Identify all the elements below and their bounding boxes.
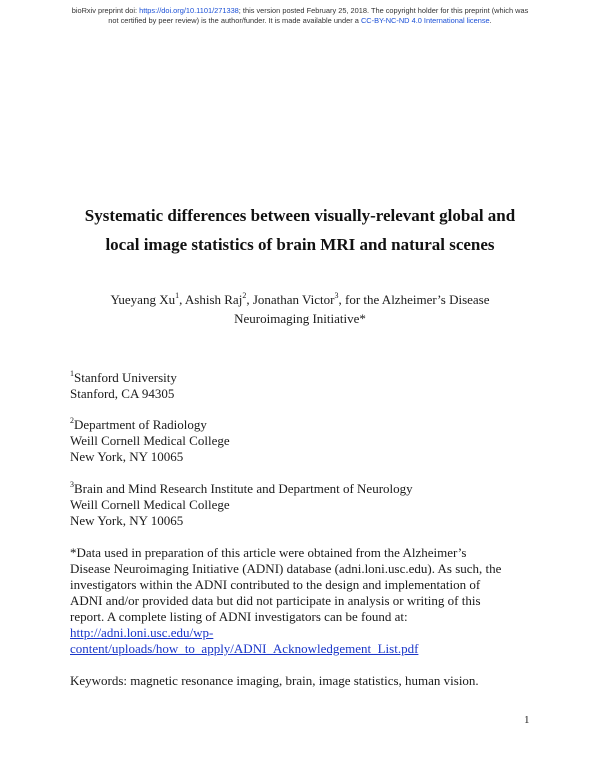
acknowledgement-link-cont[interactable]: content/uploads/how_to_apply/ADNI_Acknowledgement_List.pdf <box>70 641 419 656</box>
affiliation-marker: 2 <box>70 415 74 425</box>
affiliation-line <box>70 481 540 497</box>
affiliation-line: New York, NY 10065 <box>70 513 184 528</box>
affiliation-line <box>70 417 540 433</box>
affiliation-text: Brain and Mind Research Institute and Department of Neurology <box>74 481 413 496</box>
title-line-2: local image statistics of brain MRI and natural scenes <box>105 235 495 254</box>
banner-prefix: bioRxiv preprint doi: <box>71 6 140 15</box>
author-line-1 <box>60 290 540 309</box>
author-2: , Ashish Raj <box>179 292 243 307</box>
adni-footnote <box>70 545 540 657</box>
affiliation-line: New York, NY 10065 <box>70 449 184 464</box>
consortium-text: , for the Alzheimer’s Disease <box>338 292 490 307</box>
banner-suffix-2: . <box>489 15 492 25</box>
footnote-line: report. A complete listing of ADNI investigators can be found at: <box>70 609 408 624</box>
affiliation-text: Stanford University <box>74 370 177 385</box>
footnote-line: Disease Neuroimaging Initiative (ADNI) database (adni.loni.usc.edu). As such, the <box>70 561 502 576</box>
acknowledgement-link[interactable]: http://adni.loni.usc.edu/wp- <box>70 625 214 640</box>
author-3-affil: 3 <box>334 290 339 300</box>
author-list <box>60 290 540 328</box>
affiliation-line <box>70 370 540 386</box>
banner-line-1 <box>30 6 570 16</box>
author-2-affil: 2 <box>242 290 247 300</box>
license-link[interactable]: CC-BY-NC-ND 4.0 International license <box>360 15 490 25</box>
doi-link[interactable]: https://doi.org/10.1101/271338 <box>139 6 239 15</box>
preprint-banner <box>30 6 570 25</box>
author-line-2: Neuroimaging Initiative* <box>234 311 366 326</box>
affiliation-3 <box>70 481 540 529</box>
page-number: 1 <box>524 714 530 726</box>
affiliation-line: Stanford, CA 94305 <box>70 386 175 401</box>
acknowledgement-link-line-1 <box>70 625 540 641</box>
banner-line-2 <box>30 16 570 26</box>
affiliation-line: Weill Cornell Medical College <box>70 497 230 512</box>
author-3: , Jonathan Victor <box>246 292 335 307</box>
paper-title <box>40 201 560 259</box>
affiliation-marker: 3 <box>70 479 74 489</box>
affiliation-2 <box>70 417 540 465</box>
author-1: Yueyang Xu <box>110 292 176 307</box>
banner-suffix: ; this version posted February 25, 2018. The copyright holder for this preprint (which was <box>238 6 529 15</box>
affiliation-marker: 1 <box>70 368 74 378</box>
keywords: Keywords: magnetic resonance imaging, brain, image statistics, human vision. <box>70 673 479 688</box>
title-line-1: Systematic differences between visually-relevant global and <box>84 206 516 225</box>
footnote-line: ADNI and/or provided data but did not participate in analysis or writing of this <box>70 593 481 608</box>
author-1-affil: 1 <box>175 290 180 300</box>
acknowledgement-link-line-2 <box>70 641 540 657</box>
banner-prefix-2: not certified by peer review) is the author/funder. It is made available under a <box>108 15 361 25</box>
affiliation-line: Weill Cornell Medical College <box>70 433 230 448</box>
footnote-line: *Data used in preparation of this article were obtained from the Alzheimer’s <box>70 545 467 560</box>
affiliation-1 <box>70 370 540 402</box>
footnote-line: investigators within the ADNI contributed to the design and implementation of <box>70 577 481 592</box>
affiliation-text: Department of Radiology <box>74 417 207 432</box>
